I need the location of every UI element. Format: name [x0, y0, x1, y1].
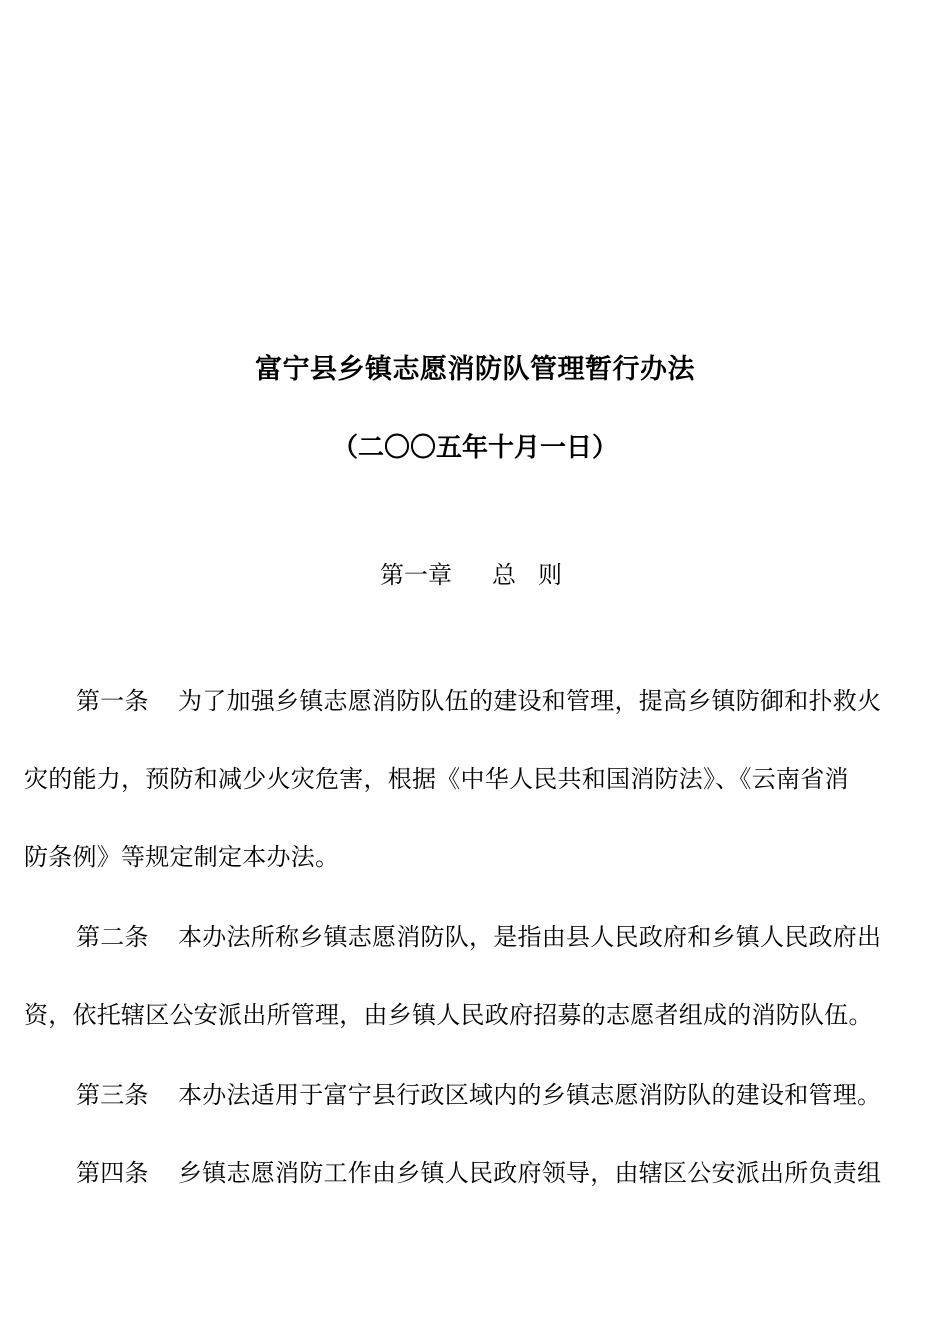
- article-text: 本办法适用于富宁县行政区域内的乡镇志愿消防队的建设和管理。: [178, 1081, 882, 1109]
- article-text: 本办法所称乡镇志愿消防队，是指由县人民政府和乡镇人民政府出: [178, 923, 882, 951]
- document-title: 富宁县乡镇志愿消防队管理暂行办法: [255, 354, 695, 385]
- chapter-name: 总则: [492, 561, 584, 589]
- chapter-number: 第一章: [380, 561, 452, 589]
- document-date: （二〇〇五年十月一日）: [331, 433, 618, 463]
- article-1-line-2: [24, 762, 849, 796]
- article-number: 第一条: [76, 687, 149, 715]
- chapter-heading: [380, 558, 584, 592]
- article-2-line-2: [24, 998, 873, 1032]
- article-text: 为了加强乡镇志愿消防队伍的建设和管理，提高乡镇防御和扑救火: [178, 687, 882, 715]
- article-text: 乡镇志愿消防工作由乡镇人民政府领导，由辖区公安派出所负责组: [178, 1159, 882, 1187]
- article-number: 第二条: [76, 923, 149, 951]
- article-text: 资，依托辖区公安派出所管理，由乡镇人民政府招募的志愿者组成的消防队伍。: [24, 1001, 873, 1029]
- article-4-line-1: [76, 1156, 881, 1190]
- article-1-line-3: [24, 840, 339, 874]
- article-1-line-1: [76, 684, 881, 718]
- article-text: 防条例》等规定制定本办法。: [24, 843, 340, 871]
- article-2-line-1: [76, 920, 881, 954]
- article-number: 第四条: [76, 1159, 149, 1187]
- article-text: 灾的能力，预防和减少火灾危害，根据《中华人民共和国消防法》、《云南省消: [24, 765, 849, 793]
- article-3-line-1: [76, 1078, 881, 1112]
- article-number: 第三条: [76, 1081, 149, 1109]
